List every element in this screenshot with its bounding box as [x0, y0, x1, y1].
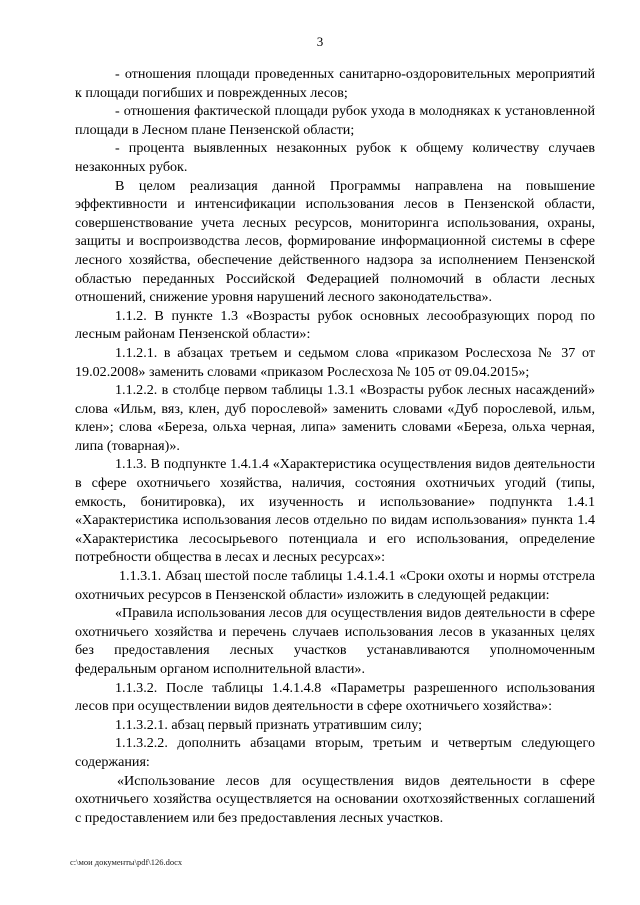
paragraph-bullet-sanitary: - отношения площади проведенных санитарно-оздоровительных мероприятий к площади погибших и поврежденных лесов;	[75, 66, 595, 101]
paragraph-1-1-2-1: 1.1.2.1. в абзацах третьем и седьмом слова «приказом Рослесхоза № 37 от 19.02.2008» заменить словами «приказом Рослесхоза № 105 от 09.04.2015»;	[75, 344, 595, 380]
paragraph-bullet-illegal-logging: - процента выявленных незаконных рубок к общему количеству случаев незаконных рубок.	[75, 140, 595, 175]
paragraph-1-1-2-2: 1.1.2.2. в столбце первом таблицы 1.3.1 «Возрасты рубок лесных насаждений» слова «Ильм, вяз, клен, дуб порослевой» заменить словами «Дуб порослевой, ильм, клен»; слова «Береза, ольха черная, липа» заменить словами «Береза, ольха черная, липа (товарная)».	[75, 382, 595, 454]
footer-file-path: c:\мои документы\pdf\126.docx	[70, 857, 183, 867]
paragraph-program-summary: В целом реализация данной Программы направлена на повышение эффективности и интенсификации использования лесов в Пензенской области, совершенствование учета лесных ресурсов, мониторинга использования, охраны, защиты и воспроизводства лесов, формирование информационной системы в сфере лесного хозяйства, обеспечение действенного надзора за исполнением Пензенской областью переданных Российской Федерацией полномочий в области лесных отношений, снижение уровня нарушений лесного законодательства».	[75, 177, 595, 306]
document-body	[75, 65, 595, 827]
paragraph-quote-usage: «Использование лесов для осуществления видов деятельности в сфере охотничьего хозяйства осуществляется на основании охотхозяйственных соглашений с предоставлением или без предоставления лесных участков.	[75, 772, 595, 826]
paragraph-bullet-thinning: - отношения фактической площади рубок ухода в молодняках к установленной площади в Лесном плане Пензенской области;	[75, 103, 595, 138]
paragraph-1-1-3-2-1: 1.1.3.2.1. абзац первый признать утратившим силу;	[115, 716, 423, 733]
paragraph-1-1-3-2-2: 1.1.3.2.2. дополнить абзацами вторым, третьим и четвертым следующего содержания:	[75, 735, 595, 770]
paragraph-1-1-2: 1.1.2. В пункте 1.3 «Возрасты рубок основных лесообразующих пород по лесным районам Пензенской области»:	[75, 307, 595, 343]
paragraph-1-1-3-2: 1.1.3.2. После таблицы 1.4.1.4.8 «Параметры разрешенного использования лесов при осуществлении видов деятельности в сфере охотничьего хозяйства»:	[75, 679, 595, 715]
paragraph-1-1-3-1: 1.1.3.1. Абзац шестой после таблицы 1.4.1.4.1 «Сроки охоты и нормы отстрела охотничьих ресурсов в Пензенской области» изложить в следующей редакции:	[75, 568, 595, 603]
paragraph-quote-rules: «Правила использования лесов для осуществления видов деятельности в сфере охотничьего хозяйства и перечень случаев использования лесов в указанных целях без предоставления лесных участков устанавливаются уполномоченным федеральным органом исполнительной власти».	[75, 605, 595, 677]
page-number: 3	[316, 34, 324, 49]
paragraph-1-1-3: 1.1.3. В подпункте 1.4.1.4 «Характеристика осуществления видов деятельности в сфере охотничьего хозяйства, наличия, состояния охотничьих угодий (типы, емкость, бонитировка), их изученность и использование» подпункта 1.4.1 «Характеристика использования лесов отдельно по видам использования» пункта 1.4 «Характеристика лесосырьевого потенциала и его использования, определение потребности общества в лесах и лесных ресурсах»:	[75, 456, 595, 566]
